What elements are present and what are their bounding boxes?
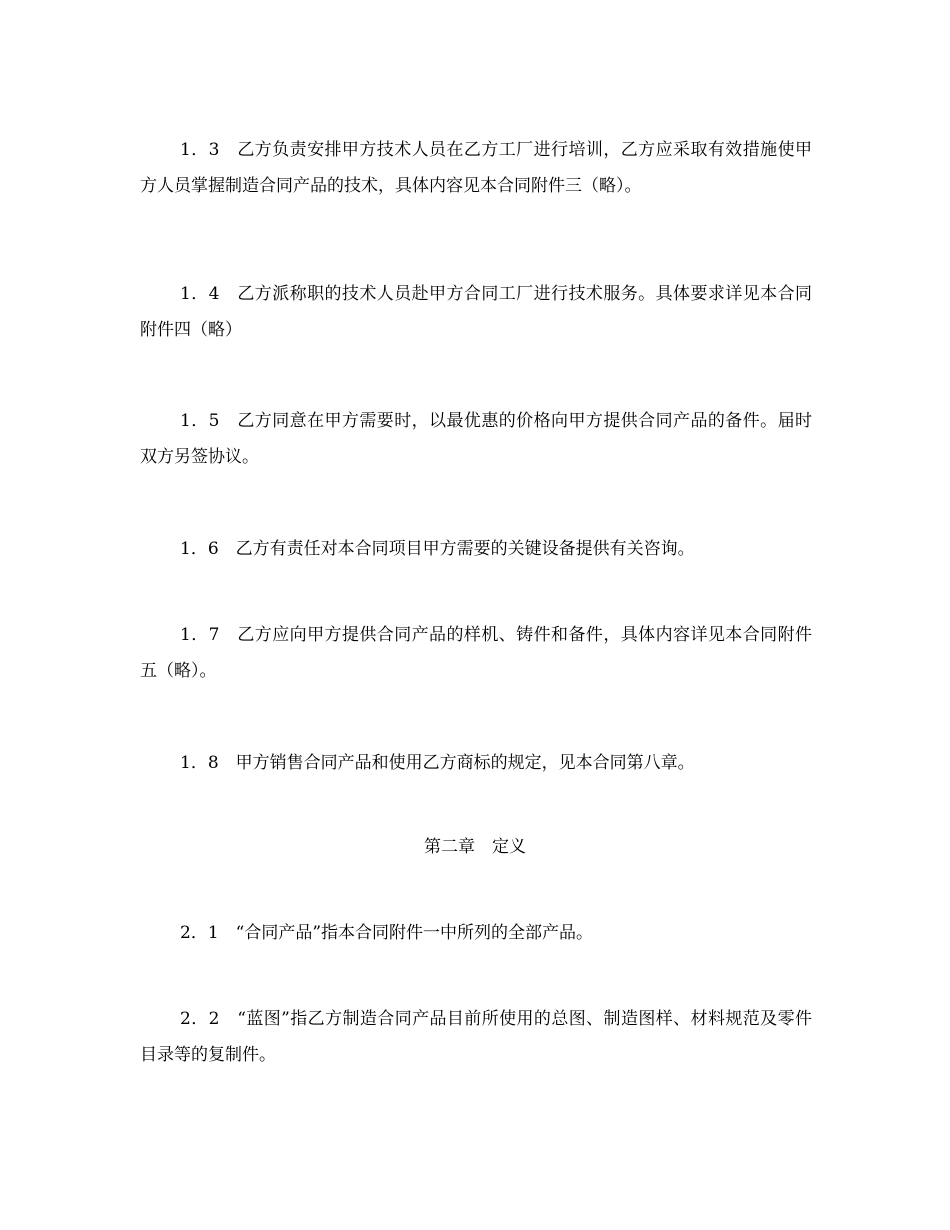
clause-1-6 [140,531,812,567]
clause-1-5 [140,403,812,475]
clause-1-7 [140,617,812,689]
clause-number: 1．7 [180,625,220,645]
clause-1-4 [140,276,812,348]
clause-text: 甲方销售合同产品和使用乙方商标的规定，见本合同第八章。 [235,753,695,773]
clause-number: 2．2 [180,1009,220,1029]
clause-number: 1．5 [180,411,220,431]
clause-text: “蓝图”指乙方制造合同产品目前所使用的总图、制造图样、材料规范及零件目录等的复制件。 [140,1009,812,1065]
clause-2-1 [140,915,812,951]
clause-number: 1．8 [180,753,219,773]
clause-text: 乙方同意在甲方需要时，以最优惠的价格向甲方提供合同产品的备件。届时双方另签协议。 [140,411,813,467]
clause-text: 乙方有责任对本合同项目甲方需要的关键设备提供有关咨询。 [235,539,695,559]
clause-number: 1．6 [180,539,219,559]
clause-text: 乙方派称职的技术人员赴甲方合同工厂进行技术服务。具体要求详见本合同附件四（略） [140,284,813,340]
clause-number: 1．3 [180,140,220,160]
clause-number: 2．1 [180,923,219,943]
clause-2-2 [140,1001,812,1073]
clause-number: 1．4 [180,284,220,304]
clause-text: 乙方应向甲方提供合同产品的样机、铸件和备件，具体内容详见本合同附件五（略）。 [140,625,813,681]
clause-1-3 [140,132,812,204]
chapter-heading: 第二章 定义 [424,837,526,857]
clause-1-8 [140,745,812,781]
clause-text: 乙方负责安排甲方技术人员在乙方工厂进行培训，乙方应采取有效措施使甲方人员掌握制造合同产品的技术，具体内容见本合同附件三（略）。 [140,140,813,196]
clause-text: “合同产品”指本合同附件一中所列的全部产品。 [235,923,594,943]
